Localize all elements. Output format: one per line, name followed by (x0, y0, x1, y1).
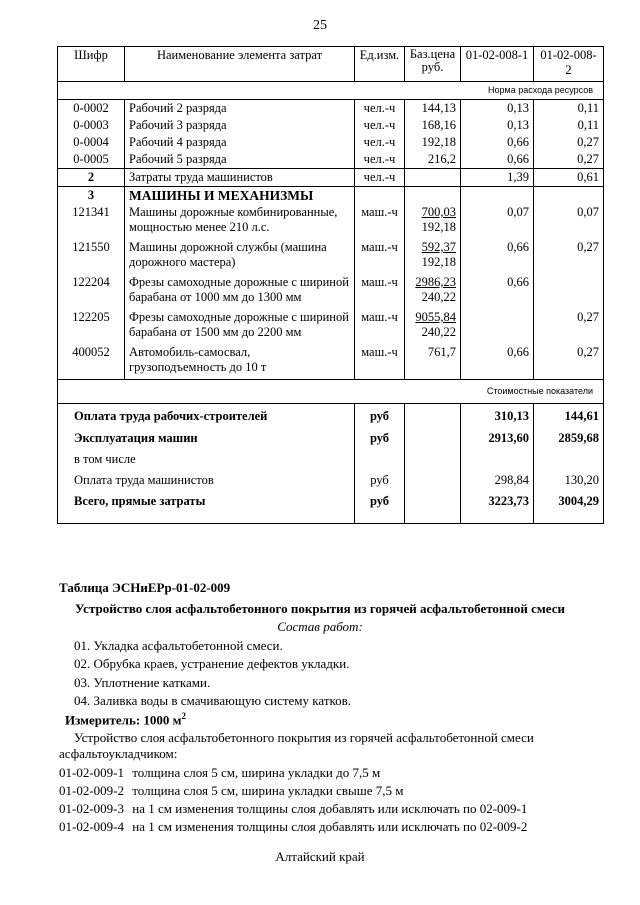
header-col1: 01-02-008-1 (461, 47, 534, 82)
row-code: 0-0004 (58, 134, 125, 151)
cost-name: Оплата труда машинистов (58, 470, 355, 491)
cost-value-2: 144,61 (534, 404, 604, 429)
row-value-2: 0,11 (534, 117, 604, 134)
row-unit: маш.-ч (355, 204, 405, 239)
row-price: 216,2 (405, 151, 461, 169)
row-unit: чел.-ч (355, 134, 405, 151)
row-code: 122205 (58, 309, 125, 344)
row-price (405, 239, 461, 274)
row-name: Рабочий 4 разряда (125, 134, 355, 151)
row-value-1: 0,07 (461, 204, 534, 239)
row-value-1: 0,66 (461, 239, 534, 274)
row-price (405, 309, 461, 344)
row-name: Рабочий 2 разряда (125, 100, 355, 118)
work-step: 01. Укладка асфальтобетонной смеси. (74, 638, 283, 653)
table-header-row (58, 47, 604, 82)
row-value-1 (461, 309, 534, 344)
row-code: 400052 (58, 344, 125, 380)
row-code: 0-0002 (58, 100, 125, 118)
row-unit: маш.-ч (355, 309, 405, 344)
row-value-2: 0,61 (534, 169, 604, 187)
cost-name: в том числе (58, 449, 355, 470)
list-item (59, 801, 527, 817)
resource-table (57, 46, 604, 524)
machines-header-row (58, 187, 604, 205)
price-base: 700,03 (421, 205, 456, 219)
work-step: 03. Уплотнение катками. (74, 675, 211, 690)
description-line: асфальтоукладчиком: (59, 746, 178, 761)
table-row (58, 151, 604, 169)
row-value-2 (534, 274, 604, 309)
page-number: 25 (313, 18, 327, 33)
row-unit: чел.-ч (355, 169, 405, 187)
cost-name: Эксплуатация машин (58, 428, 355, 449)
price-labor: 192,18 (421, 255, 456, 269)
cost-value-1: 3223,73 (461, 491, 534, 524)
section-heading: МАШИНЫ И МЕХАНИЗМЫ (125, 187, 355, 205)
row-value-2: 0,27 (534, 344, 604, 380)
work-step: 04. Заливка воды в смачивающую систему катков. (74, 693, 352, 708)
cost-value-1: 310,13 (461, 404, 534, 429)
row-value-1: 0,66 (461, 151, 534, 169)
item-code: 01-02-009-3 (59, 801, 124, 816)
row-price: 144,13 (405, 100, 461, 118)
row-code: 2 (58, 169, 125, 187)
row-unit: маш.-ч (355, 344, 405, 380)
table-row (58, 309, 604, 344)
table-row (58, 134, 604, 151)
cost-name: Всего, прямые затраты (58, 491, 355, 524)
row-price (405, 274, 461, 309)
table-row (58, 100, 604, 118)
list-item (59, 783, 404, 799)
item-code: 01-02-009-4 (59, 819, 124, 834)
header-code: Шифр (58, 47, 125, 82)
row-name: Автомобиль-самосвал, грузоподъемность до 10 т (125, 344, 355, 380)
row-price: 761,7 (405, 344, 461, 380)
row-unit: чел.-ч (355, 117, 405, 134)
row-value-1: 0,13 (461, 117, 534, 134)
header-col2: 01-02-008-2 (534, 47, 604, 82)
price-base: 2986,23 (415, 275, 456, 289)
row-name: Рабочий 5 разряда (125, 151, 355, 169)
row-unit: чел.-ч (355, 151, 405, 169)
table-row (58, 117, 604, 134)
cost-unit: руб (355, 428, 405, 449)
row-code: 121341 (58, 204, 125, 239)
cost-row (58, 428, 604, 449)
item-text: на 1 см изменения толщины слоя добавлять или исключать по 02-009-1 (132, 801, 528, 816)
price-labor: 192,18 (421, 220, 456, 234)
row-price: 192,18 (405, 134, 461, 151)
price-labor: 240,22 (421, 290, 456, 304)
meter-label (65, 711, 186, 728)
list-item (59, 819, 527, 835)
table-row (58, 344, 604, 380)
cost-row (58, 449, 604, 470)
row-name: Затраты труда машинистов (125, 169, 355, 187)
norm-caption: Норма расхода ресурсов (58, 82, 604, 100)
row-value-1: 0,66 (461, 344, 534, 380)
row-price (405, 204, 461, 239)
cost-unit: руб (355, 491, 405, 524)
row-code: 121550 (58, 239, 125, 274)
row-name: Рабочий 3 разряда (125, 117, 355, 134)
meter-sup: 2 (181, 711, 187, 721)
cost-caption: Стоимостные показатели (58, 380, 604, 404)
norm-caption-row (58, 82, 604, 100)
row-value-2: 0,27 (534, 134, 604, 151)
item-text: толщина слоя 5 см, ширина укладки свыше 7,5 м (132, 783, 404, 798)
item-text: толщина слоя 5 см, ширина укладки до 7,5 м (132, 765, 381, 780)
row-value-2: 0,27 (534, 239, 604, 274)
row-value-1: 0,13 (461, 100, 534, 118)
cost-row (58, 404, 604, 429)
row-value-1: 1,39 (461, 169, 534, 187)
table-label: Таблица ЭСНиЕРр-01-02-009 (59, 580, 231, 595)
header-unit: Ед.изм. (355, 47, 405, 82)
row-value-1: 0,66 (461, 274, 534, 309)
row-unit: маш.-ч (355, 274, 405, 309)
row-code: 0-0003 (58, 117, 125, 134)
work-step: 02. Обрубка краев, устранение дефектов укладки. (74, 656, 350, 671)
cost-value-1: 2913,60 (461, 428, 534, 449)
composition-title: Состав работ: (277, 619, 363, 634)
operators-row (58, 169, 604, 187)
row-code: 3 (58, 187, 125, 205)
cost-caption-row (58, 380, 604, 404)
row-code: 122204 (58, 274, 125, 309)
list-item (59, 765, 380, 781)
row-name: Фрезы самоходные дорожные с шириной барабана от 1000 мм до 1300 мм (125, 274, 355, 309)
meter-text: Измеритель: 1000 м (65, 712, 182, 728)
section-title: Устройство слоя асфальтобетонного покрытия из горячей асфальтобетонной смеси (75, 601, 565, 616)
row-name: Машины дорожные комбинированные, мощностью менее 210 л.с. (125, 204, 355, 239)
cost-value-1: 298,84 (461, 470, 534, 491)
description-line: Устройство слоя асфальтобетонного покрытия из горячей асфальтобетонной смеси (74, 730, 534, 745)
price-labor: 240,22 (421, 325, 456, 339)
cost-value-2: 2859,68 (534, 428, 604, 449)
row-value-2: 0,27 (534, 309, 604, 344)
row-unit: маш.-ч (355, 239, 405, 274)
header-price: Баз.цена руб. (405, 47, 461, 82)
price-base: 592,37 (421, 240, 456, 254)
cost-value-2: 130,20 (534, 470, 604, 491)
cost-value-2: 3004,29 (534, 491, 604, 524)
table-row (58, 204, 604, 239)
item-code: 01-02-009-2 (59, 783, 124, 798)
cost-row (58, 491, 604, 524)
price-base: 9055,84 (415, 310, 456, 324)
row-price (405, 169, 461, 187)
row-value-2: 0,27 (534, 151, 604, 169)
table-row (58, 274, 604, 309)
row-price: 168,16 (405, 117, 461, 134)
region-footer: Алтайский край (275, 849, 365, 864)
cost-unit: руб (355, 470, 405, 491)
cost-unit: руб (355, 404, 405, 429)
cost-name: Оплата труда рабочих-строителей (58, 404, 355, 429)
row-code: 0-0005 (58, 151, 125, 169)
row-name: Фрезы самоходные дорожные с шириной барабана от 1500 мм до 2200 мм (125, 309, 355, 344)
cost-row (58, 470, 604, 491)
row-name: Машины дорожной службы (машина дорожного мастера) (125, 239, 355, 274)
item-text: на 1 см изменения толщины слоя добавлять или исключать по 02-009-2 (132, 819, 528, 834)
row-value-2: 0,07 (534, 204, 604, 239)
header-name: Наименование элемента затрат (125, 47, 355, 82)
item-code: 01-02-009-1 (59, 765, 124, 780)
row-unit: чел.-ч (355, 100, 405, 118)
table-row (58, 239, 604, 274)
row-value-2: 0,11 (534, 100, 604, 118)
row-value-1: 0,66 (461, 134, 534, 151)
